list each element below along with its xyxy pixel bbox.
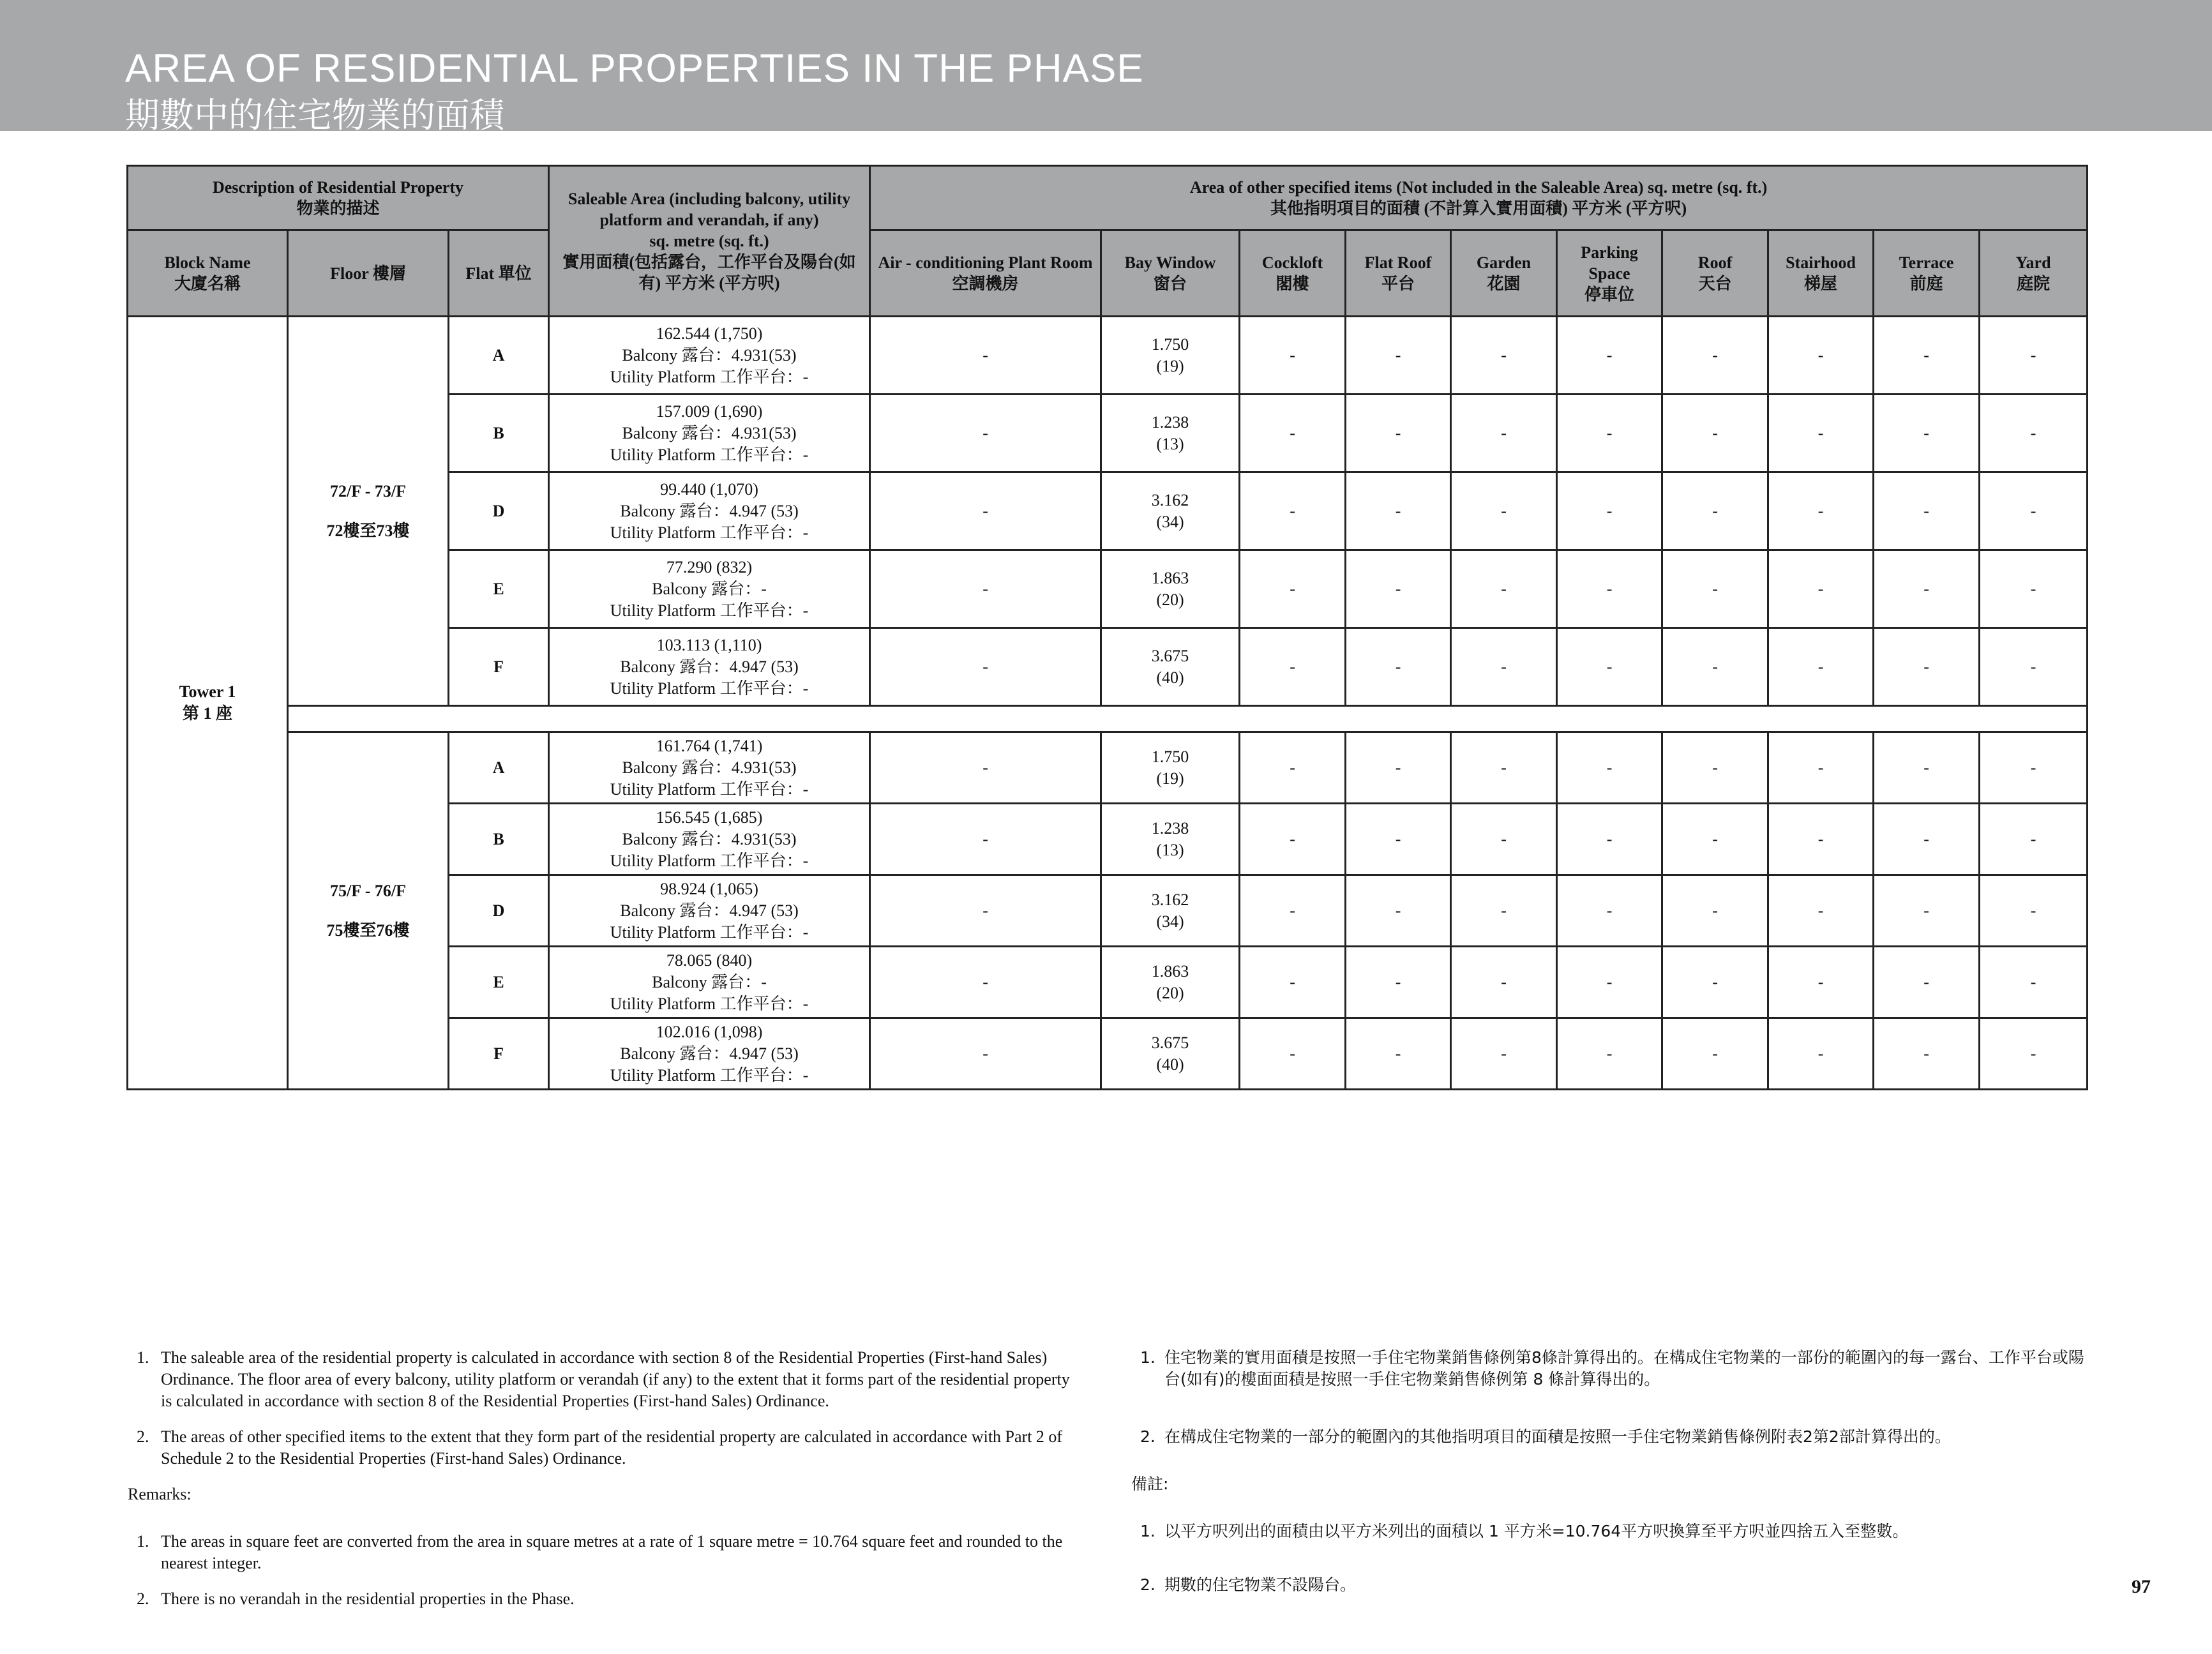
remark-item: 2. 期數的住宅物業不設陽台。 bbox=[1140, 1575, 1357, 1594]
ac-cell: - bbox=[870, 732, 1101, 804]
stairhood-cell: - bbox=[1768, 550, 1874, 628]
stairhood-cell: - bbox=[1768, 1018, 1874, 1090]
bay-window-cell: 3.162 (34) bbox=[1101, 875, 1240, 947]
roof-cell: - bbox=[1662, 628, 1768, 706]
yard-cell: - bbox=[1980, 875, 2088, 947]
description-header: Description of Residential Property 物業的描述 bbox=[128, 166, 549, 230]
yard-cell: - bbox=[1980, 1018, 2088, 1090]
bay-window-cell: 1.750 (19) bbox=[1101, 317, 1240, 395]
ac-cell: - bbox=[870, 317, 1101, 395]
table-row bbox=[128, 732, 2088, 804]
garden-cell: - bbox=[1451, 472, 1557, 550]
bay-window-header: Bay Window 窗台 bbox=[1101, 230, 1240, 317]
terrace-cell: - bbox=[1874, 395, 1980, 472]
flat-roof-cell: - bbox=[1346, 947, 1451, 1018]
parking-cell: - bbox=[1557, 804, 1662, 875]
yard-cell: - bbox=[1980, 472, 2088, 550]
cockloft-cell: - bbox=[1240, 472, 1346, 550]
saleable-area-cell: 103.113 (1,110) Balcony 露台：4.947 (53) Utility Platform 工作平台：- bbox=[549, 628, 870, 706]
roof-cell: - bbox=[1662, 550, 1768, 628]
parking-cell: - bbox=[1557, 317, 1662, 395]
saleable-area-cell: 157.009 (1,690) Balcony 露台：4.931(53) Utility Platform 工作平台：- bbox=[549, 395, 870, 472]
flat-cell: B bbox=[449, 395, 549, 472]
garden-cell: - bbox=[1451, 732, 1557, 804]
flat-roof-cell: - bbox=[1346, 550, 1451, 628]
note-item: 1. The saleable area of the residential property is calculated in accordance with section 8 of the Residential Properties (First-hand Sales) Ordinance. The floor area of every balcony, utility platform or verandah (if any) to the extent that it forms part of the residential property is calculated in accordance with section 8 of the Residential Properties (First-hand Sales) Ordinance. bbox=[137, 1348, 1070, 1410]
notes-english bbox=[128, 1347, 1076, 1624]
flat-roof-header: Flat Roof 平台 bbox=[1346, 230, 1451, 317]
terrace-cell: - bbox=[1874, 732, 1980, 804]
roof-cell: - bbox=[1662, 732, 1768, 804]
bay-window-cell: 1.863 (20) bbox=[1101, 947, 1240, 1018]
parking-space-header: Parking Space 停車位 bbox=[1557, 230, 1662, 317]
stairhood-cell: - bbox=[1768, 317, 1874, 395]
roof-cell: - bbox=[1662, 1018, 1768, 1090]
parking-cell: - bbox=[1557, 1018, 1662, 1090]
page-title-en: AREA OF RESIDENTIAL PROPERTIES IN THE PHASE bbox=[125, 47, 1144, 91]
bay-window-cell: 1.238 (13) bbox=[1101, 395, 1240, 472]
page-number: 97 bbox=[2132, 1576, 2151, 1597]
flat-cell: F bbox=[449, 1018, 549, 1090]
floor-cell: 72/F - 73/F 72樓至73樓 bbox=[288, 317, 449, 706]
flat-cell: A bbox=[449, 732, 549, 804]
flat-roof-cell: - bbox=[1346, 804, 1451, 875]
table-spacer-row bbox=[128, 706, 2088, 732]
remark-item: 1. The areas in square feet are converted from the area in square metres at a rate of 1 square metre = 10.764 square feet and rounded to the nearest integer. bbox=[137, 1532, 1063, 1572]
flat-cell: A bbox=[449, 317, 549, 395]
area-table bbox=[126, 165, 2088, 1090]
garden-cell: - bbox=[1451, 628, 1557, 706]
saleable-area-cell: 77.290 (832) Balcony 露台：- Utility Platform 工作平台：- bbox=[549, 550, 870, 628]
roof-header: Roof 天台 bbox=[1662, 230, 1768, 317]
stairhood-cell: - bbox=[1768, 395, 1874, 472]
note-item: 2. 在構成住宅物業的一部分的範圍內的其他指明項目的面積是按照一手住宅物業銷售條例附表2第2部計算得出的。 bbox=[1140, 1427, 1951, 1446]
garden-cell: - bbox=[1451, 317, 1557, 395]
roof-cell: - bbox=[1662, 947, 1768, 1018]
roof-cell: - bbox=[1662, 472, 1768, 550]
roof-cell: - bbox=[1662, 395, 1768, 472]
bay-window-cell: 3.162 (34) bbox=[1101, 472, 1240, 550]
cockloft-cell: - bbox=[1240, 550, 1346, 628]
terrace-cell: - bbox=[1874, 317, 1980, 395]
saleable-area-cell: 162.544 (1,750) Balcony 露台：4.931(53) Utility Platform 工作平台：- bbox=[549, 317, 870, 395]
terrace-cell: - bbox=[1874, 804, 1980, 875]
flat-cell: D bbox=[449, 472, 549, 550]
flat-cell: B bbox=[449, 804, 549, 875]
garden-cell: - bbox=[1451, 550, 1557, 628]
parking-cell: - bbox=[1557, 947, 1662, 1018]
floor-header: Floor 樓層 bbox=[288, 230, 449, 317]
terrace-cell: - bbox=[1874, 947, 1980, 1018]
cockloft-cell: - bbox=[1240, 317, 1346, 395]
page-title-zh: 期數中的住宅物業的面積 bbox=[125, 95, 504, 135]
saleable-area-cell: 156.545 (1,685) Balcony 露台：4.931(53) Utility Platform 工作平台：- bbox=[549, 804, 870, 875]
flat-header: Flat 單位 bbox=[449, 230, 549, 317]
yard-cell: - bbox=[1980, 947, 2088, 1018]
garden-cell: - bbox=[1451, 875, 1557, 947]
note-item: 2. The areas of other specified items to the extent that they form part of the residential property are calculated in accordance with Part 2 of Schedule 2 to the Residential Properties (First-hand Sales) Ordinance. bbox=[137, 1427, 1063, 1468]
roof-cell: - bbox=[1662, 317, 1768, 395]
remarks-title: Remarks: bbox=[128, 1485, 192, 1503]
flat-roof-cell: - bbox=[1346, 395, 1451, 472]
stairhood-header: Stairhood 梯屋 bbox=[1768, 230, 1874, 317]
garden-cell: - bbox=[1451, 947, 1557, 1018]
yard-header: Yard 庭院 bbox=[1980, 230, 2088, 317]
flat-roof-cell: - bbox=[1346, 732, 1451, 804]
yard-cell: - bbox=[1980, 317, 2088, 395]
saleable-area-header: Saleable Area (including balcony, utility platform and verandah, if any) sq. metre (sq. ft.) 實用面積(包括露台，工作平台及陽台(如有) 平方米 (平方呎) bbox=[549, 166, 870, 317]
remarks-title: 備註: bbox=[1131, 1475, 1169, 1493]
block-name-header: Block Name 大廈名稱 bbox=[128, 230, 288, 317]
flat-cell: E bbox=[449, 550, 549, 628]
table-row bbox=[128, 317, 2088, 395]
ac-cell: - bbox=[870, 1018, 1101, 1090]
parking-cell: - bbox=[1557, 395, 1662, 472]
ac-cell: - bbox=[870, 947, 1101, 1018]
cockloft-cell: - bbox=[1240, 947, 1346, 1018]
terrace-cell: - bbox=[1874, 472, 1980, 550]
saleable-area-cell: 99.440 (1,070) Balcony 露台：4.947 (53) Utility Platform 工作平台：- bbox=[549, 472, 870, 550]
terrace-cell: - bbox=[1874, 628, 1980, 706]
terrace-cell: - bbox=[1874, 550, 1980, 628]
stairhood-cell: - bbox=[1768, 804, 1874, 875]
cockloft-cell: - bbox=[1240, 1018, 1346, 1090]
garden-cell: - bbox=[1451, 1018, 1557, 1090]
garden-cell: - bbox=[1451, 395, 1557, 472]
yard-cell: - bbox=[1980, 804, 2088, 875]
cockloft-header: Cockloft 閣樓 bbox=[1240, 230, 1346, 317]
flat-roof-cell: - bbox=[1346, 628, 1451, 706]
yard-cell: - bbox=[1980, 628, 2088, 706]
bay-window-cell: 3.675 (40) bbox=[1101, 628, 1240, 706]
remark-item: 1. 以平方呎列出的面積由以平方米列出的面積以 1 平方米=10.764平方呎換算至平方呎並四捨五入至整數。 bbox=[1140, 1522, 1909, 1540]
terrace-cell: - bbox=[1874, 875, 1980, 947]
ac-cell: - bbox=[870, 550, 1101, 628]
flat-roof-cell: - bbox=[1346, 472, 1451, 550]
garden-cell: - bbox=[1451, 804, 1557, 875]
stairhood-cell: - bbox=[1768, 732, 1874, 804]
stairhood-cell: - bbox=[1768, 875, 1874, 947]
roof-cell: - bbox=[1662, 804, 1768, 875]
flat-roof-cell: - bbox=[1346, 317, 1451, 395]
floor-cell: 75/F - 76/F 75樓至76樓 bbox=[288, 732, 449, 1090]
flat-cell: E bbox=[449, 947, 549, 1018]
parking-cell: - bbox=[1557, 472, 1662, 550]
ac-cell: - bbox=[870, 395, 1101, 472]
flat-roof-cell: - bbox=[1346, 875, 1451, 947]
header-banner bbox=[0, 0, 2212, 135]
ac-plant-room-header: Air - conditioning Plant Room 空調機房 bbox=[870, 230, 1101, 317]
ac-cell: - bbox=[870, 628, 1101, 706]
flat-cell: D bbox=[449, 875, 549, 947]
stairhood-cell: - bbox=[1768, 628, 1874, 706]
ac-cell: - bbox=[870, 804, 1101, 875]
saleable-area-cell: 78.065 (840) Balcony 露台：- Utility Platform 工作平台：- bbox=[549, 947, 870, 1018]
other-items-header: Area of other specified items (Not included in the Saleable Area) sq. metre (sq. ft.) 其他指明項目的面積 (不計算入實用面積) 平方米 (平方呎) bbox=[870, 166, 2088, 230]
terrace-cell: - bbox=[1874, 1018, 1980, 1090]
garden-header: Garden 花園 bbox=[1451, 230, 1557, 317]
saleable-area-cell: 98.924 (1,065) Balcony 露台：4.947 (53) Utility Platform 工作平台：- bbox=[549, 875, 870, 947]
terrace-header: Terrace 前庭 bbox=[1874, 230, 1980, 317]
yard-cell: - bbox=[1980, 550, 2088, 628]
saleable-area-cell: 161.764 (1,741) Balcony 露台：4.931(53) Utility Platform 工作平台：- bbox=[549, 732, 870, 804]
note-item: 1. 住宅物業的實用面積是按照一手住宅物業銷售條例第8條計算得出的。在構成住宅物業的一部份的範圍內的每一露台、工作平台或陽台(如有)的樓面面積是按照一手住宅物業銷售條例第 8 條計算得出的。 bbox=[1140, 1348, 2084, 1388]
flat-cell: F bbox=[449, 628, 549, 706]
yard-cell: - bbox=[1980, 732, 2088, 804]
bay-window-cell: 3.675 (40) bbox=[1101, 1018, 1240, 1090]
ac-cell: - bbox=[870, 875, 1101, 947]
cockloft-cell: - bbox=[1240, 628, 1346, 706]
saleable-area-cell: 102.016 (1,098) Balcony 露台：4.947 (53) Utility Platform 工作平台：- bbox=[549, 1018, 870, 1090]
stairhood-cell: - bbox=[1768, 472, 1874, 550]
remark-item: 2. There is no verandah in the residential properties in the Phase. bbox=[137, 1590, 575, 1608]
cockloft-cell: - bbox=[1240, 875, 1346, 947]
ac-cell: - bbox=[870, 472, 1101, 550]
parking-cell: - bbox=[1557, 732, 1662, 804]
bay-window-cell: 1.863 (20) bbox=[1101, 550, 1240, 628]
bay-window-cell: 1.238 (13) bbox=[1101, 804, 1240, 875]
cockloft-cell: - bbox=[1240, 732, 1346, 804]
notes-chinese bbox=[1131, 1347, 2095, 1610]
cockloft-cell: - bbox=[1240, 395, 1346, 472]
parking-cell: - bbox=[1557, 628, 1662, 706]
stairhood-cell: - bbox=[1768, 947, 1874, 1018]
cockloft-cell: - bbox=[1240, 804, 1346, 875]
parking-cell: - bbox=[1557, 550, 1662, 628]
bay-window-cell: 1.750 (19) bbox=[1101, 732, 1240, 804]
flat-roof-cell: - bbox=[1346, 1018, 1451, 1090]
yard-cell: - bbox=[1980, 395, 2088, 472]
roof-cell: - bbox=[1662, 875, 1768, 947]
block-name-cell: Tower 1 第 1 座 bbox=[128, 317, 288, 1090]
parking-cell: - bbox=[1557, 875, 1662, 947]
